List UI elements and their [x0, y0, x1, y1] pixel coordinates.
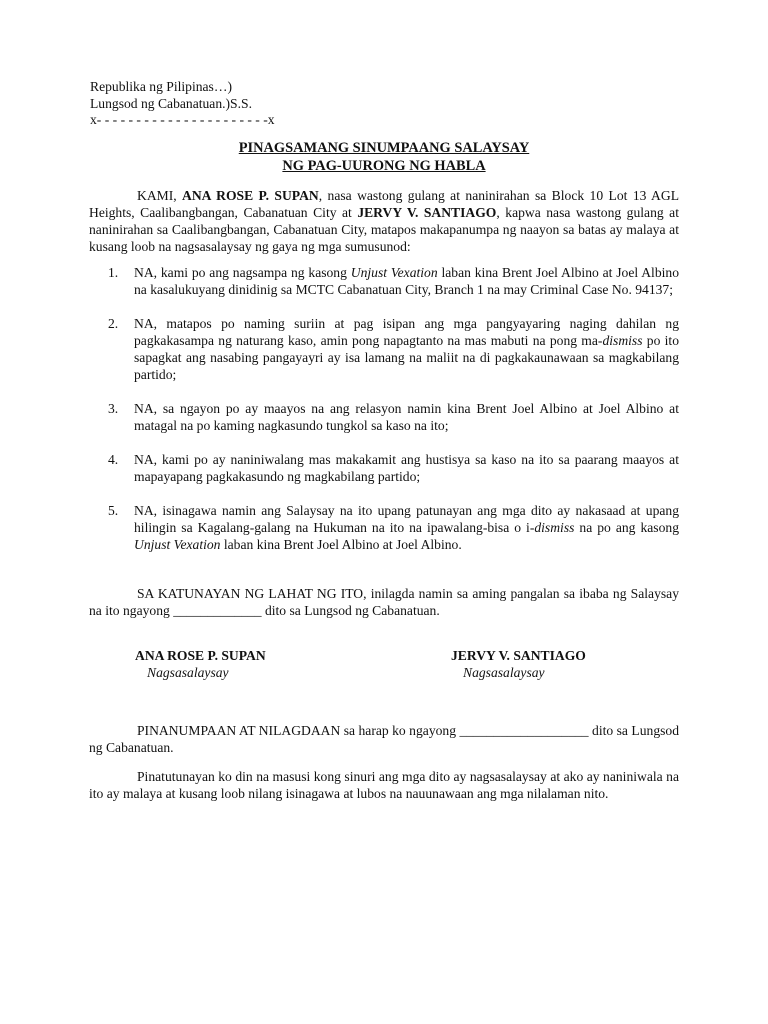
- statement-list: [108, 264, 679, 570]
- item-number: 2.: [108, 316, 119, 331]
- statement-item: [108, 315, 679, 383]
- item-text: NA, sa ngayon po ay maayos na ang relasyon namin kina Brent Joel Albino at Joel Albino at matagal na po kaming nagkasundo tungkol sa kaso na ito;: [134, 401, 679, 433]
- signatory-right: [451, 647, 586, 681]
- item-emphasis: dismiss: [534, 520, 575, 535]
- item-text: NA, kami po ang nagsampa ng kasong: [134, 265, 351, 280]
- certification-paragraph: [89, 768, 679, 802]
- jurat-text: PINANUMPAAN AT NILAGDAAN sa harap ko ngayong ___________________ dito sa Lungsod ng Cabanatuan.: [89, 723, 679, 755]
- signatory-left: [135, 647, 266, 681]
- caption-city: Lungsod ng Cabanatuan.)S.S.: [90, 95, 252, 111]
- item-text: na po ang kasong: [574, 520, 679, 535]
- title-line-1: PINAGSAMANG SINUMPAANG SALAYSAY: [238, 140, 530, 156]
- document-title: [0, 139, 768, 175]
- intro-text-3: , kapwa nasa wastong gulang at naninirahan sa Caalibangbangan, Cabanatuan City, matapos makapanumpa ng naayon sa batas ay malaya at kusang loob na nagsasalaysay ng gaya ng mga sumusunod:: [89, 205, 679, 254]
- item-text: NA, matapos po naming suriin at pag isipan ang mga pangyayaring naging dahilan ng pagkakasampa ng naturang kaso, amin pong napagtanto na mas mabuti na pong ma-: [134, 316, 679, 348]
- caption-separator: x- - - - - - - - - - - - - - - - - - - - - -x: [90, 112, 275, 127]
- statement-item: [108, 451, 679, 485]
- item-text: laban kina Brent Joel Albino at Joel Albino na kasalukuyang dinidinig sa MCTC Cabanatuan City, Branch 1 na may Criminal Case No. 94137;: [134, 265, 680, 297]
- signatory-name: JERVY V. SANTIAGO: [451, 648, 586, 663]
- venue-caption: [90, 79, 390, 129]
- item-emphasis: Unjust Vexation: [350, 265, 438, 280]
- item-number: 3.: [108, 401, 119, 416]
- item-text: NA, isinagawa namin ang Salaysay na ito upang patunayan ang mga dito ay nakasaad at upang hilingin sa Kagalang-galang na Hukuman na ito na ipawalang-bisa o i-: [134, 503, 679, 535]
- item-number: 4.: [108, 452, 119, 467]
- statement-item: [108, 400, 679, 434]
- item-emphasis: dismiss: [602, 333, 643, 348]
- closing-paragraph: [89, 585, 679, 619]
- signatory-role: Nagsasalaysay: [147, 665, 229, 680]
- jurat-paragraph: [89, 722, 679, 756]
- affiant-name-1: ANA ROSE P. SUPAN: [182, 188, 319, 203]
- statement-item: [108, 502, 679, 553]
- item-text: po ito sapagkat ang nasabing pangayayri ay isa lamang na maliit na di pagkakaunawaan sa magkabilang partido;: [134, 333, 679, 382]
- affiant-name-2: JERVY V. SANTIAGO: [357, 205, 497, 220]
- signatory-name: ANA ROSE P. SUPAN: [135, 648, 266, 663]
- signatory-role: Nagsasalaysay: [463, 665, 545, 680]
- item-text: NA, kami po ay naniniwalang mas makakamit ang hustisya sa kaso na ito sa paarang maayos at mapayapang pagkakasundo ng magkabilang partido;: [134, 452, 679, 484]
- intro-paragraph: [89, 187, 679, 255]
- closing-text: SA KATUNAYAN NG LAHAT NG ITO, inilagda namin sa aming pangalan sa ibaba ng Salaysay na ito ngayong _____________ dito sa Lungsod ng Cabanatuan.: [89, 586, 679, 618]
- intro-text-2: , nasa wastong gulang at naninirahan sa Block 10 Lot 13 AGL Heights, Caalibangbangan, Cabanatuan City at: [89, 188, 679, 220]
- item-emphasis: Unjust Vexation: [134, 537, 221, 552]
- certification-text: Pinatutunayan ko din na masusi kong sinuri ang mga dito ay nagsasalaysay at ako ay naniniwala na ito ay malaya at kusang loob nilang isinagawa at lubos na nauunawaan ang mga nilalaman nito.: [89, 769, 679, 801]
- item-text: laban kina Brent Joel Albino at Joel Albino.: [220, 537, 462, 552]
- signature-block: [0, 647, 768, 687]
- item-number: 1.: [108, 265, 119, 280]
- caption-republic: Republika ng Pilipinas…): [90, 79, 232, 94]
- statement-item: [108, 264, 679, 298]
- item-number: 5.: [108, 503, 119, 518]
- title-line-2: NG PAG-UURONG NG HABLA: [282, 158, 486, 174]
- intro-text-1: KAMI,: [137, 188, 183, 203]
